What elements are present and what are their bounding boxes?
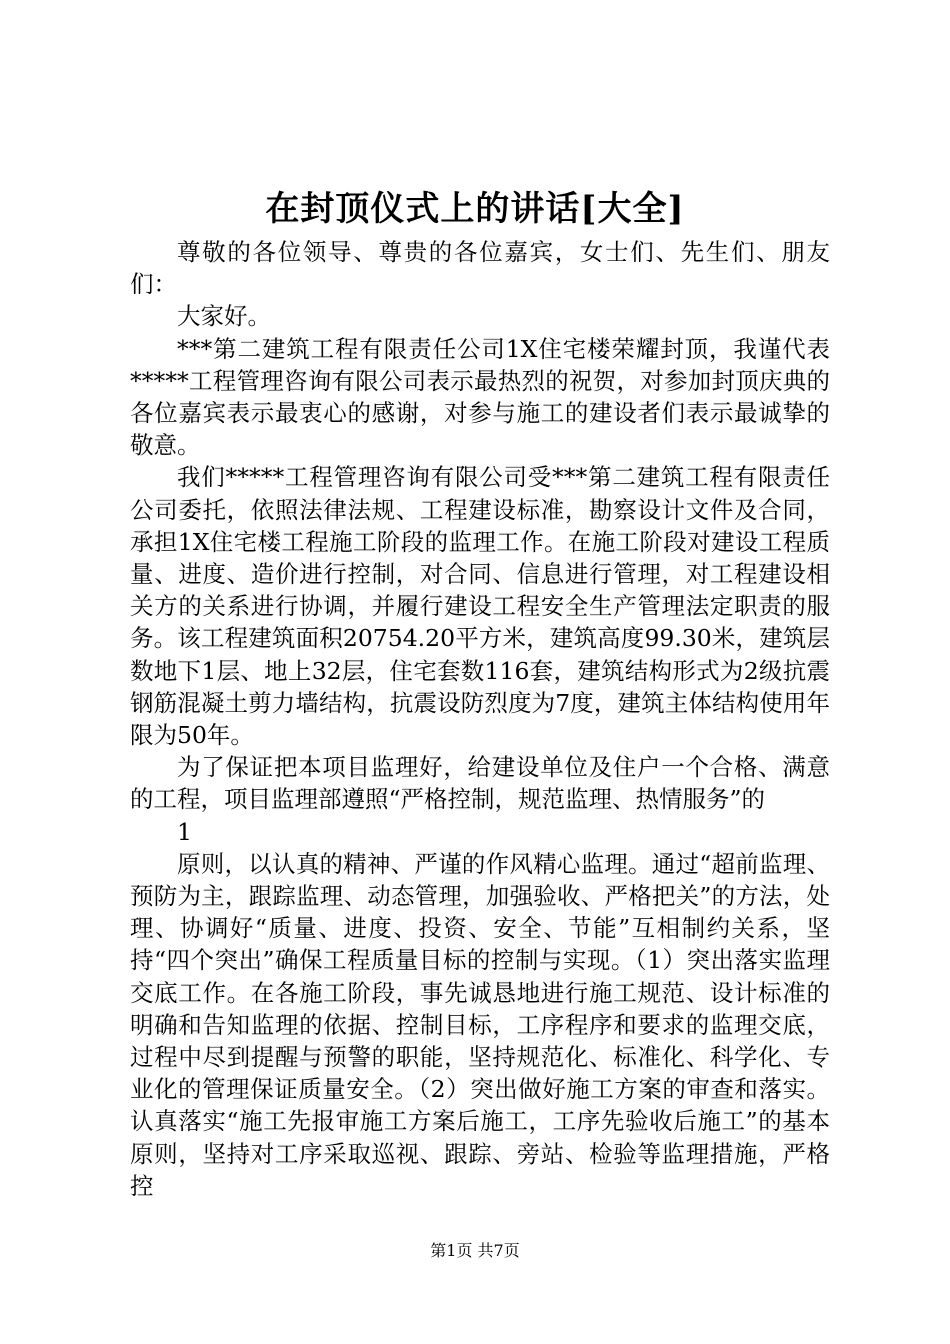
document-title: 在封顶仪式上的讲话[大全] [265, 189, 685, 229]
page-marker: 1 [177, 817, 192, 846]
page-footer: 第1页 共7页 [430, 1241, 520, 1260]
paragraph-hello: 大家好。 [177, 302, 271, 331]
paragraph-congratulations: ***第二建筑工程有限责任公司1X住宅楼荣耀封顶，我谨代表*****工程管理咨询有限公司表示最热烈的祝贺，对参加封顶庆典的各位嘉宾表示最衷心的感谢，对参与施工的建设者们表示最诚挚的敬意。 [130, 334, 830, 460]
paragraph-principles: 原则，以认真的精神、严谨的作风精心监理。通过“超前监理、预防为主，跟踪监理、动态管理，加强验收、严格把关”的方法，处理、协调好“质量、进度、投资、安全、节能”互相制约关系，坚持“四个突出”确保工程质量目标的控制与实现。（1）突出落实监理交底工作。在各施工阶段，事先诚恳地进行施工规范、设计标准的明确和告知监理的依据、控制目标，工序程序和要求的监理交底，过程中尽到提醒与预警的职能，坚持规范化、标准化、科学化、专业化的管理保证质量安全。（2）突出做好施工方案的审查和落实。认真落实“施工先报审施工方案后施工，工序先验收后施工”的基本原则，坚持对工序采取巡视、跟踪、旁站、检验等监理措施，严格控 [130, 849, 830, 1200]
paragraph-greeting: 尊敬的各位领导、尊贵的各位嘉宾，女士们、先生们、朋友们： [130, 238, 830, 299]
paragraph-project-info: 我们*****工程管理咨询有限公司受***第二建筑工程有限责任公司委托，依照法律法规、工程建设标准，勘察设计文件及合同，承担1X住宅楼工程施工阶段的监理工作。在施工阶段对建设工程质量、进度、造价进行控制，对合同、信息进行管理，对工程建设相关方的关系进行协调，并履行建设工程安全生产管理法定职责的服务。该工程建筑面积20754.20平方米，建筑高度99.30米，建筑层数地下1层、地上32层，住宅套数116套，建筑结构形式为2级抗震钢筋混凝土剪力墙结构，抗震设防烈度为7度，建筑主体结构使用年限为50年。 [130, 463, 830, 750]
document-body [130, 236, 830, 1202]
paragraph-supervision-intro: 为了保证把本项目监理好，给建设单位及住户一个合格、满意的工程，项目监理部遵照“严格控制，规范监理、热情服务”的 [130, 753, 830, 814]
